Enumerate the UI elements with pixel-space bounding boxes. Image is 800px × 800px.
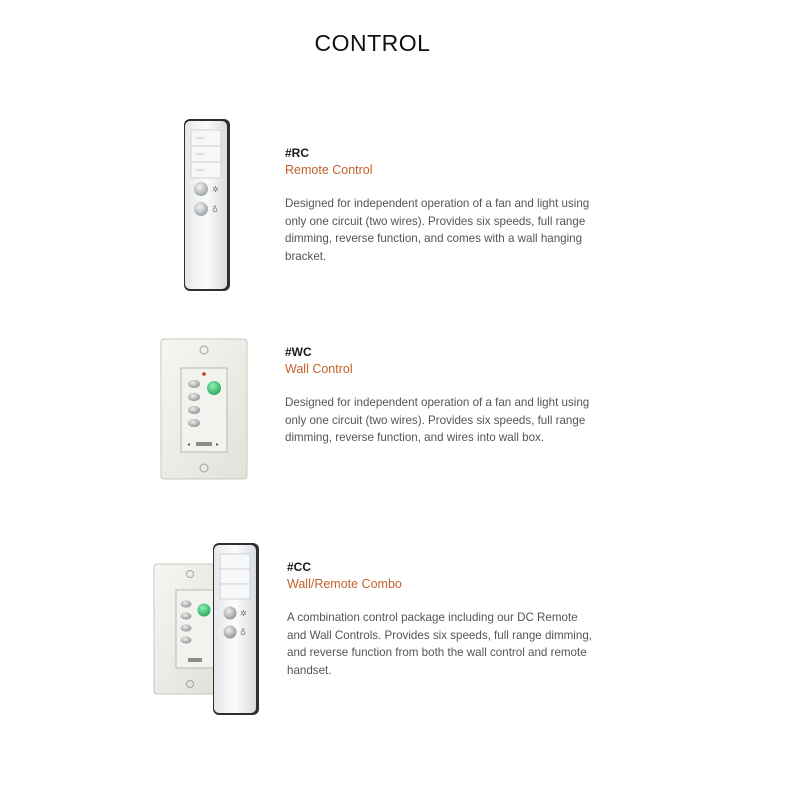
svg-text:✲: ✲ [240,609,247,618]
svg-text:▸: ▸ [216,441,220,448]
product-name: Wall/Remote Combo [287,577,402,591]
wall-control-image [160,338,248,480]
product-description: A combination control package including our DC Remote and Wall Controls. Provides six speeds, full range dimming, and reverse function from both the wall control and remote handset. [287,611,593,677]
svg-text:♁: ♁ [240,628,246,637]
svg-text:♁: ♁ [212,205,218,214]
page-title: CONTROL [314,30,431,56]
wall-remote-combo-image [152,542,262,717]
product-cc-text [287,559,597,679]
product-description: Designed for independent operation of a fan and light using only one circuit (two wires). Provides six speeds, full range dimming, reverse function, and comes with a wall hanging bracket. [285,197,590,263]
product-rc-text [285,145,595,265]
product-code: #CC [287,560,312,574]
product-wc-text [285,344,595,447]
remote-control-image [182,118,232,293]
product-name: Remote Control [285,163,373,177]
svg-text:✲: ✲ [212,185,219,194]
product-code: #WC [285,345,312,359]
product-code: #RC [285,146,310,160]
product-name: Wall Control [285,362,353,376]
svg-text:◂: ◂ [187,441,191,448]
product-description: Designed for independent operation of a fan and light using only one circuit (two wires). Provides six speeds, full range dimming, reverse function, and wires into wall box. [285,396,590,444]
